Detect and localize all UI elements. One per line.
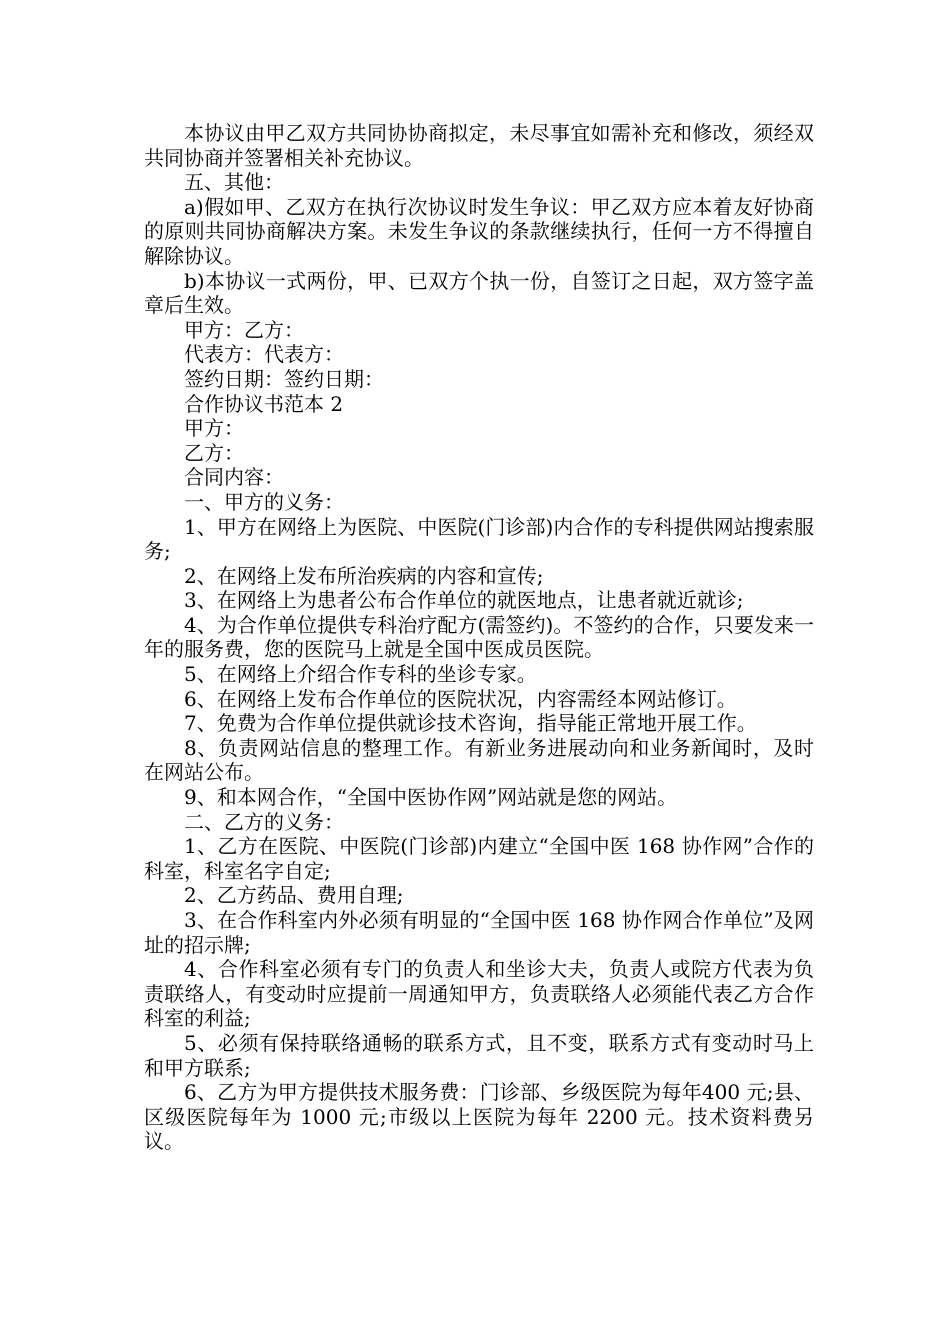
party-a-duty-5: 5、在网络上介绍合作专科的坐诊专家。 bbox=[184, 662, 537, 687]
section-heading-party-b-duties: 二、乙方的义务： bbox=[184, 809, 344, 834]
party-a-duty-4: 4、为合作单位提供专科治疗配方(需签约)。不签约的合作，只要发来一年的服务费，您的医院马上就是全国中医成员医院。 bbox=[144, 612, 814, 662]
section-heading-party-a-duties: 一、甲方的义务： bbox=[184, 489, 344, 514]
section-heading-other: 五、其他： bbox=[184, 170, 284, 195]
party-a-duty-2: 2、在网络上发布所治疾病的内容和宣传; bbox=[184, 563, 544, 588]
party-b-label: 乙方： bbox=[184, 440, 244, 465]
paragraph-supplement: 本协议由甲乙双方共同协协商拟定，未尽事宜如需补充和修改，须经双共同协商并签署相关补充协议。 bbox=[144, 121, 814, 170]
signature-parties: 甲方：乙方： bbox=[184, 317, 304, 342]
party-a-duty-9: 9、和本网合作，“全国中医协作网”网站就是您的网站。 bbox=[184, 785, 678, 810]
paragraph-dispute: a)假如甲、乙双方在执行次协议时发生争议：甲乙双方应本着友好协商的原则共同协商解决方案。未发生争议的条款继续执行，任何一方不得擅自解除协议。 bbox=[144, 194, 814, 268]
party-a-duty-8: 8、负责网站信息的整理工作。有新业务进展动向和业务新闻时，及时在网站公布。 bbox=[144, 735, 814, 785]
party-b-duty-3: 3、在合作科室内外必须有明显的“全国中医 168 协作网合作单位”及网址的招示牌; bbox=[144, 908, 814, 957]
party-a-duty-1: 1、甲方在网络上为医院、中医院(门诊部)内合作的专科提供网站搜索服务; bbox=[144, 514, 814, 564]
party-b-duty-5: 5、必须有保持联络通畅的联系方式，且不变，联系方式有变动时马上和甲方联系; bbox=[144, 1030, 814, 1080]
party-a-duty-6: 6、在网络上发布合作单位的医院状况，内容需经本网站修订。 bbox=[184, 686, 737, 711]
party-b-duty-4: 4、合作科室必须有专门的负责人和坐诊大夫，负责人或院方代表为负责联络人，有变动时应提前一周通知甲方，负责联络人必须能代表乙方合作科室的利益; bbox=[144, 957, 814, 1031]
contract-content-label: 合同内容： bbox=[184, 465, 284, 490]
party-b-duty-1: 1、乙方在医院、中医院(门诊部)内建立“全国中医 168 协作网”合作的科室，科室名字自定; bbox=[144, 834, 814, 883]
party-b-duty-2: 2、乙方药品、费用自理; bbox=[184, 883, 404, 908]
party-a-duty-3: 3、在网络上为患者公布合作单位的就医地点，让患者就近就诊; bbox=[184, 588, 744, 613]
paragraph-copies: b)本协议一式两份，甲、已双方个执一份，自签订之日起，双方签字盖章后生效。 bbox=[144, 268, 814, 318]
signature-representatives: 代表方：代表方： bbox=[184, 342, 344, 367]
signature-dates: 签约日期：签约日期： bbox=[184, 366, 384, 391]
party-a-duty-7: 7、免费为合作单位提供就诊技术咨询，指导能正常地开展工作。 bbox=[184, 711, 757, 736]
sample-title: 合作协议书范本 2 bbox=[184, 391, 344, 416]
party-b-duty-6: 6、乙方为甲方提供技术服务费：门诊部、乡级医院为每年400 元;县、区级医院每年为 1000 元;市级以上医院为每年 2200 元。技术资料费另议。 bbox=[144, 1080, 814, 1154]
party-a-label: 甲方： bbox=[184, 416, 244, 441]
document-body bbox=[144, 121, 814, 1154]
